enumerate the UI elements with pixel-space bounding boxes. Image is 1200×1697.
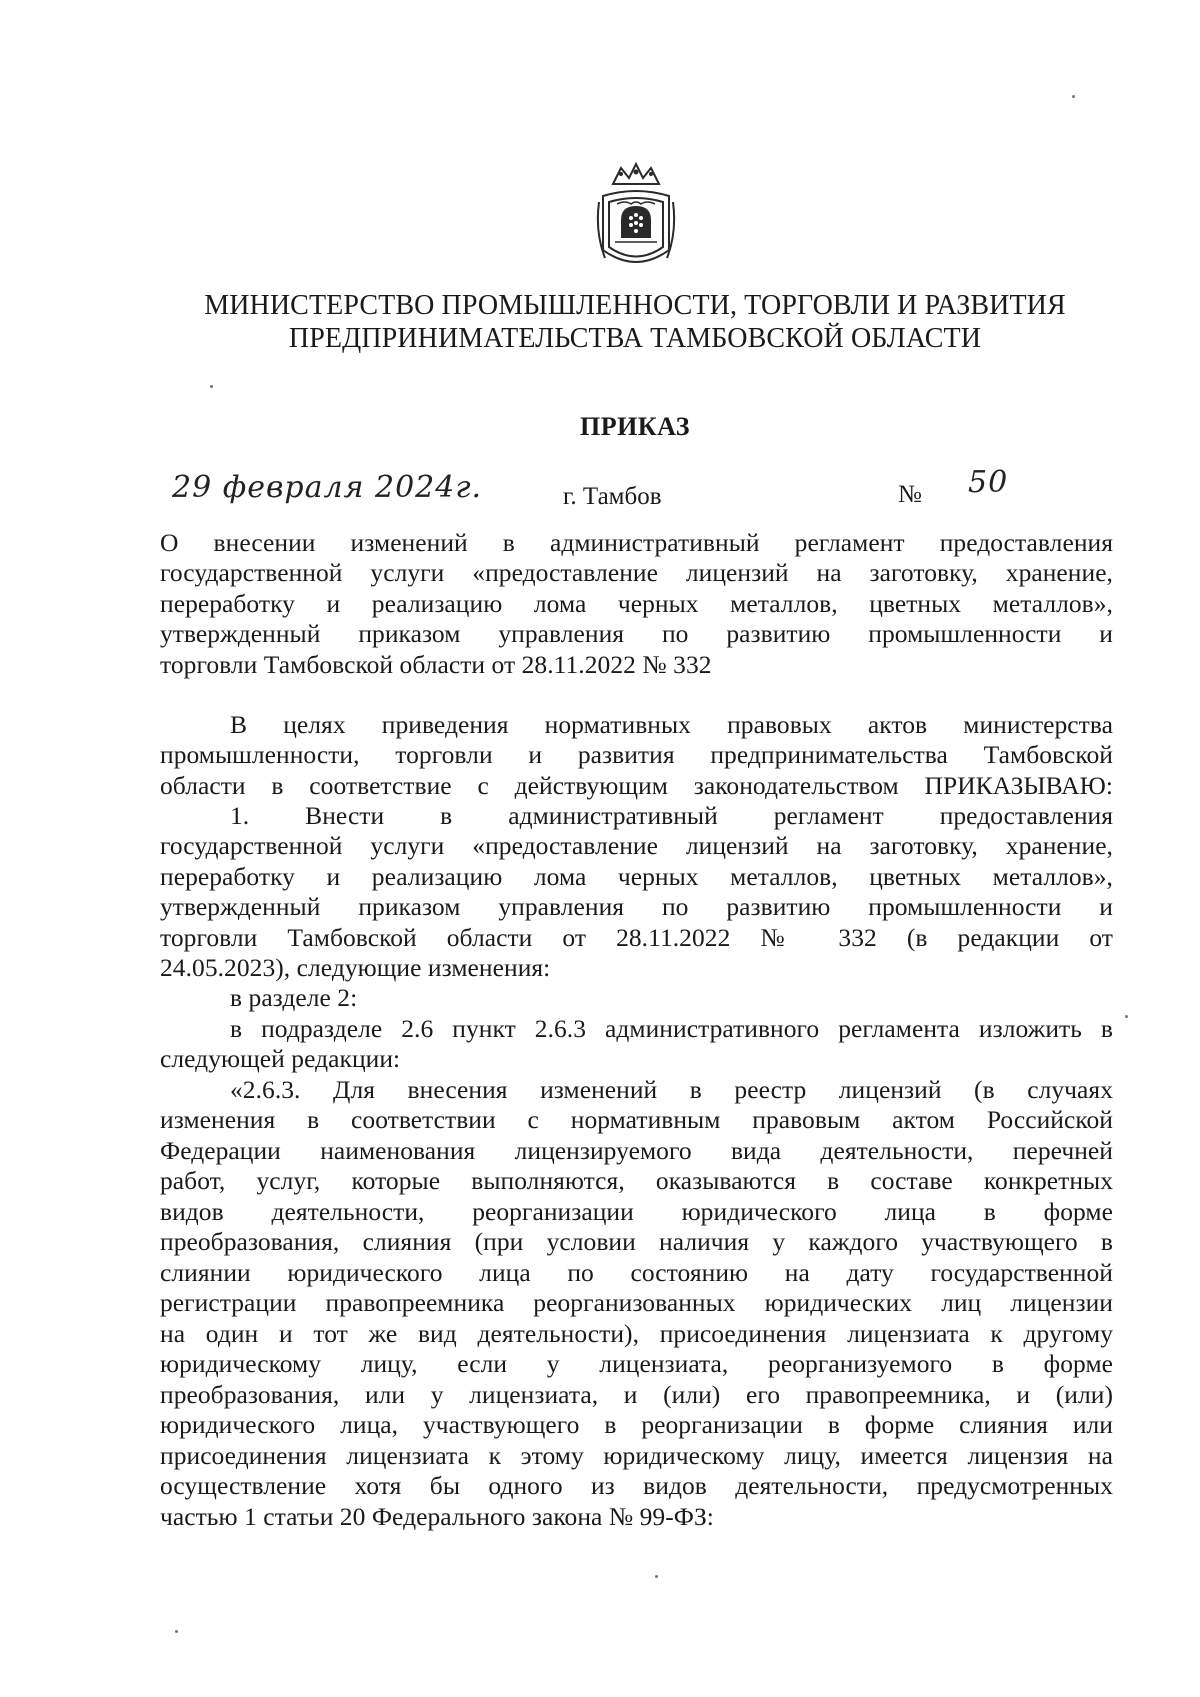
clause-line: присоединения лицензиата к этому юридическому лицу, имеется лицензия на [160,1441,1113,1470]
ministry-name-line-1: МИНИСТЕРСТВО ПРОМЫШЛЕННОСТИ, ТОРГОВЛИ И РАЗВИТИЯ [204,290,1066,321]
scan-speck [1072,95,1075,98]
clause-line: на один и тот же вид деятельности), присоединения лицензиата к другому [160,1319,1113,1348]
item-1-line: 24.05.2023), следующие изменения: [160,953,551,982]
order-title: ПРИКАЗ [579,412,691,441]
clause-line: изменения в соответствии с нормативным правовым актом Российской [160,1105,1113,1134]
clause-line: преобразования, слияния (при условии наличия у каждого участвующего в [160,1227,1113,1256]
clause-line: преобразования, или у лицензиата, и (или) его правопреемника, и (или) [160,1380,1113,1409]
scan-speck [210,385,213,388]
clause-line: видов деятельности, реорганизации юридического лица в форме [160,1197,1113,1226]
scan-speck [655,1575,658,1578]
clause-line: частью 1 статьи 20 Федерального закона № 99-ФЗ: [160,1502,714,1531]
section-line: в разделе 2: [230,983,358,1012]
preamble-line: области в соответствие с действующим законодательством ПРИКАЗЫВАЮ: [160,771,1113,800]
clause-line: юридического лица, участвующего в реорганизации в форме слияния или [160,1410,1113,1439]
clause-line: Федерации наименования лицензируемого вида деятельности, перечней [160,1136,1113,1165]
clause-line: осуществление хотя бы одного из видов деятельности, предусмотренных [160,1471,1113,1500]
order-subject-line: торговли Тамбовской области от 28.11.2022 № 332 [160,650,712,679]
ministry-name-line-2: ПРЕДПРИНИМАТЕЛЬСТВА ТАМБОВСКОЙ ОБЛАСТИ [288,323,982,354]
preamble-line: промышленности, торговли и развития предпринимательства Тамбовской [160,740,1113,769]
clause-line: регистрации правопреемника реорганизованных юридических лиц лицензии [160,1288,1113,1317]
scan-speck [1125,1015,1128,1018]
city-label: г. Тамбов [563,483,662,510]
clause-line: «2.6.3. Для внесения изменений в реестр лицензий (в случаях [230,1075,1113,1104]
handwritten-date: 29 февраля 2024г. [172,470,483,505]
order-subject-line: переработку и реализацию лома черных металлов, цветных металлов», [160,589,1113,618]
scan-speck [175,1630,178,1633]
clause-line: слиянии юридического лица по состоянию на дату государственной [160,1258,1113,1287]
number-label: № [898,481,922,508]
item-1-line: торговли Тамбовской области от 28.11.2022 № 332 (в редакции от [160,923,1113,952]
coat-of-arms-icon [591,162,681,280]
subsection-line: следующей редакции: [160,1044,401,1073]
item-1-line: государственной услуги «предоставление лицензий на заготовку, хранение, [160,831,1113,860]
subsection-line: в подразделе 2.6 пункт 2.6.3 административного регламента изложить в [230,1014,1113,1043]
order-subject-line: утвержденный приказом управления по развитию промышленности и [160,619,1113,648]
clause-line: работ, услуг, которые выполняются, оказываются в составе конкретных [160,1166,1113,1195]
preamble-line: В целях приведения нормативных правовых актов министерства [230,710,1113,739]
order-subject-line: О внесении изменений в административный регламент предоставления [160,528,1113,557]
item-1-line: 1. Внести в административный регламент предоставления [230,801,1113,830]
clause-line: юридическому лицу, если у лицензиата, реорганизуемого в форме [160,1349,1113,1378]
order-subject-line: государственной услуги «предоставление лицензий на заготовку, хранение, [160,558,1113,587]
handwritten-number: 50 [968,465,1009,500]
item-1-line: утвержденный приказом управления по развитию промышленности и [160,892,1113,921]
item-1-line: переработку и реализацию лома черных металлов, цветных металлов», [160,862,1113,891]
